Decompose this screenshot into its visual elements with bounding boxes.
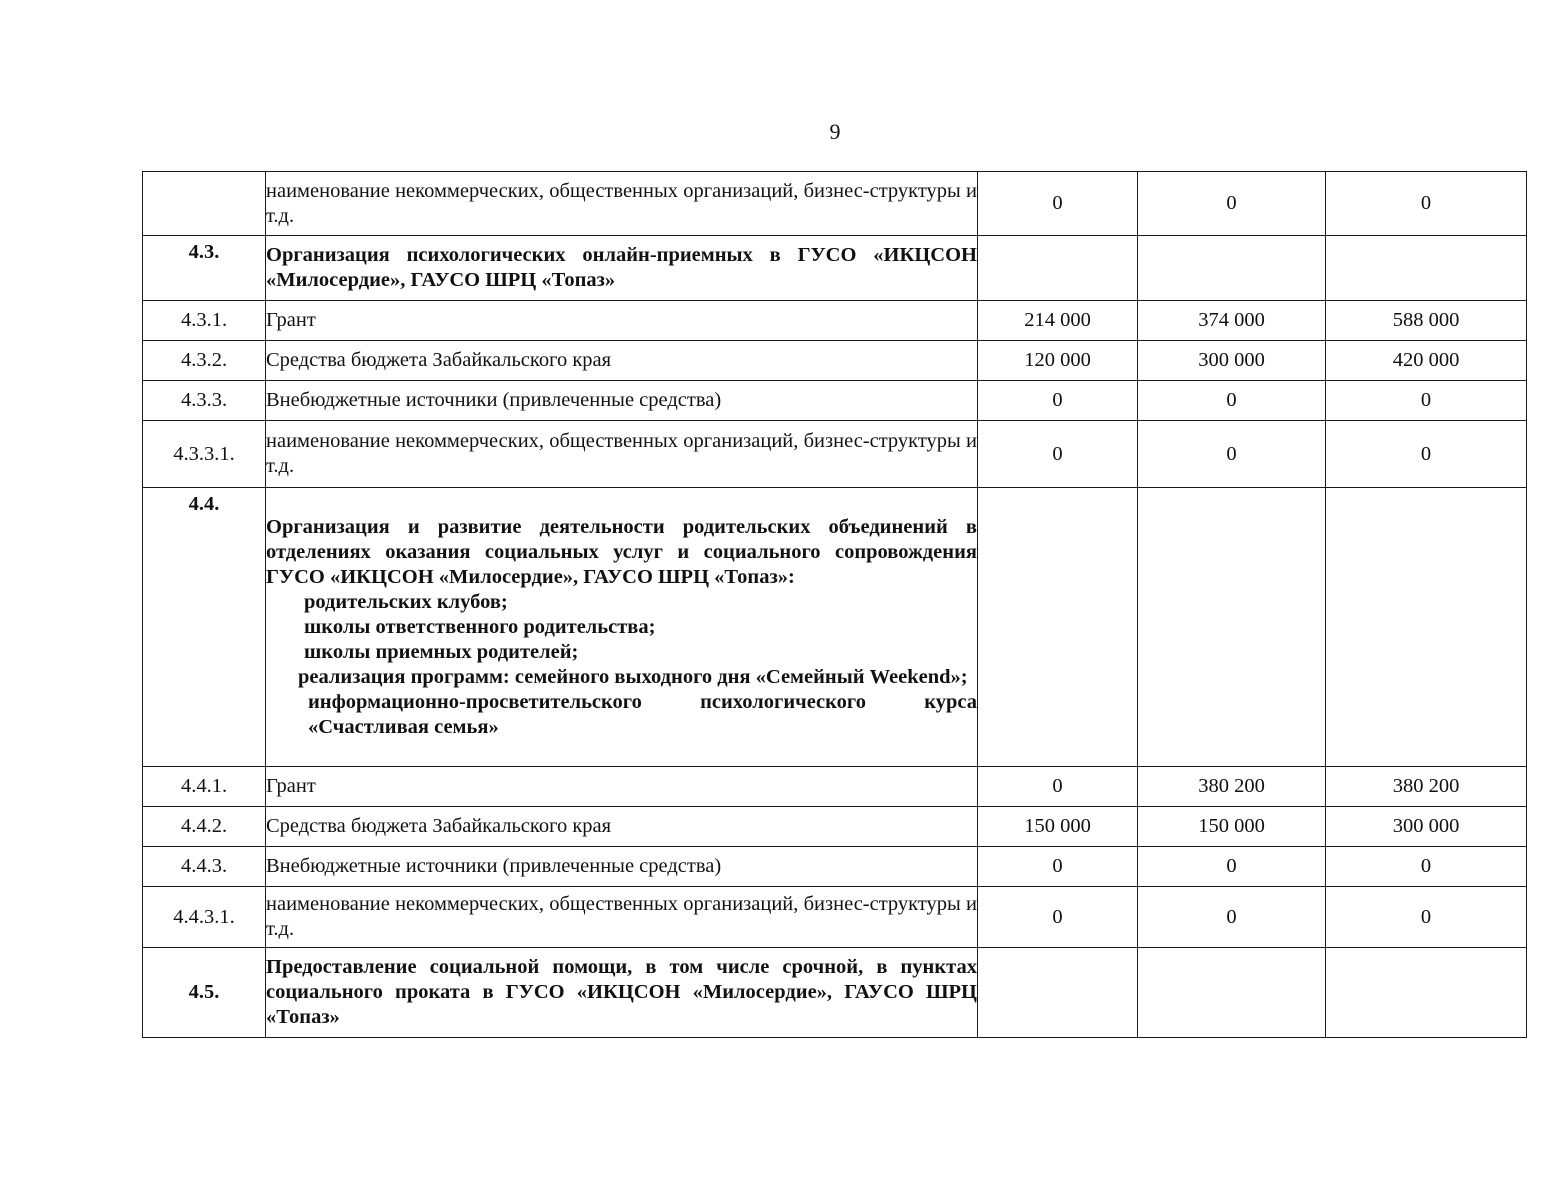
description-line: реализация программ: семейного выходного дня «Семейный Weekend»;	[298, 665, 968, 688]
row-value-1	[978, 948, 1138, 1038]
description-line: информационно-просветительского психологического курса «Счастливая семья»	[308, 690, 977, 738]
row-value-3: 588 000	[1326, 301, 1527, 341]
row-description: Внебюджетные источники (привлеченные средства)	[266, 381, 978, 421]
row-number: 4.4.3.1.	[143, 887, 266, 948]
table-row	[143, 172, 1527, 236]
row-value-2	[1138, 488, 1326, 767]
row-value-1: 0	[978, 172, 1138, 236]
row-description: Грант	[266, 301, 978, 341]
row-number: 4.3.1.	[143, 301, 266, 341]
table-row	[143, 381, 1527, 421]
row-description: Грант	[266, 767, 978, 807]
row-description: наименование некоммерческих, общественных организаций, бизнес-структуры и т.д.	[266, 887, 978, 948]
row-value-1: 0	[978, 887, 1138, 948]
table-row	[143, 807, 1527, 847]
row-value-2: 380 200	[1138, 767, 1326, 807]
row-number: 4.4.2.	[143, 807, 266, 847]
row-value-1: 0	[978, 847, 1138, 887]
row-value-3: 0	[1326, 381, 1527, 421]
row-number: 4.4.	[143, 488, 266, 767]
row-number: 4.5.	[143, 948, 266, 1038]
row-description: наименование некоммерческих, общественных организаций, бизнес-структуры и т.д.	[266, 421, 978, 488]
table-row	[143, 847, 1527, 887]
row-value-1: 150 000	[978, 807, 1138, 847]
row-value-3: 0	[1326, 421, 1527, 488]
row-value-1: 120 000	[978, 341, 1138, 381]
row-value-3: 380 200	[1326, 767, 1527, 807]
row-value-3: 300 000	[1326, 807, 1527, 847]
row-value-3: 0	[1326, 887, 1527, 948]
table-row	[143, 301, 1527, 341]
row-number: 4.4.1.	[143, 767, 266, 807]
row-value-1: 214 000	[978, 301, 1138, 341]
row-number: 4.3.2.	[143, 341, 266, 381]
row-description: Предоставление социальной помощи, в том числе срочной, в пунктах социального проката в ГУСО «ИКЦСОН «Милосердие», ГАУСО ШРЦ «Топаз»	[266, 948, 978, 1038]
row-description	[266, 488, 978, 767]
row-value-2: 0	[1138, 381, 1326, 421]
row-value-2: 374 000	[1138, 301, 1326, 341]
row-description: Средства бюджета Забайкальского края	[266, 341, 978, 381]
row-description: наименование некоммерческих, общественных организаций, бизнес-структуры и т.д.	[266, 172, 978, 236]
row-number: 4.4.3.	[143, 847, 266, 887]
description-line: школы ответственного родительства;	[304, 615, 656, 638]
row-value-2: 0	[1138, 887, 1326, 948]
row-value-2: 150 000	[1138, 807, 1326, 847]
page-number: 9	[829, 119, 841, 144]
row-value-1: 0	[978, 767, 1138, 807]
row-value-3	[1326, 488, 1527, 767]
table-row	[143, 488, 1527, 767]
row-number: 4.3.3.	[143, 381, 266, 421]
table-row	[143, 948, 1527, 1038]
row-description: Внебюджетные источники (привлеченные средства)	[266, 847, 978, 887]
row-value-3	[1326, 236, 1527, 301]
row-number: 4.3.	[143, 236, 266, 301]
row-value-2	[1138, 948, 1326, 1038]
row-value-1: 0	[978, 381, 1138, 421]
budget-table	[142, 171, 1527, 1038]
row-description: Средства бюджета Забайкальского края	[266, 807, 978, 847]
row-value-2: 0	[1138, 172, 1326, 236]
description-line: школы приемных родителей;	[304, 640, 579, 663]
row-value-3	[1326, 948, 1527, 1038]
row-value-3: 420 000	[1326, 341, 1527, 381]
row-description: Организация психологических онлайн-приемных в ГУСО «ИКЦСОН «Милосердие», ГАУСО ШРЦ «Топаз»	[266, 236, 978, 301]
row-number: 4.3.3.1.	[143, 421, 266, 488]
table-row	[143, 421, 1527, 488]
row-value-3: 0	[1326, 172, 1527, 236]
row-value-2: 0	[1138, 847, 1326, 887]
table-row	[143, 767, 1527, 807]
description-line: Организация и развитие деятельности родительских объединений в отделениях оказания социальных услуг и социального сопровождения ГУСО «ИКЦСОН «Милосердие», ГАУСО ШРЦ «Топаз»:	[266, 515, 977, 588]
row-value-2: 300 000	[1138, 341, 1326, 381]
row-value-2: 0	[1138, 421, 1326, 488]
description-line: родительских клубов;	[304, 590, 508, 613]
row-number	[143, 172, 266, 236]
table-row	[143, 236, 1527, 301]
table-row	[143, 341, 1527, 381]
row-value-1	[978, 236, 1138, 301]
row-value-1	[978, 488, 1138, 767]
row-value-1: 0	[978, 421, 1138, 488]
row-value-2	[1138, 236, 1326, 301]
row-value-3: 0	[1326, 847, 1527, 887]
table-row	[143, 887, 1527, 948]
